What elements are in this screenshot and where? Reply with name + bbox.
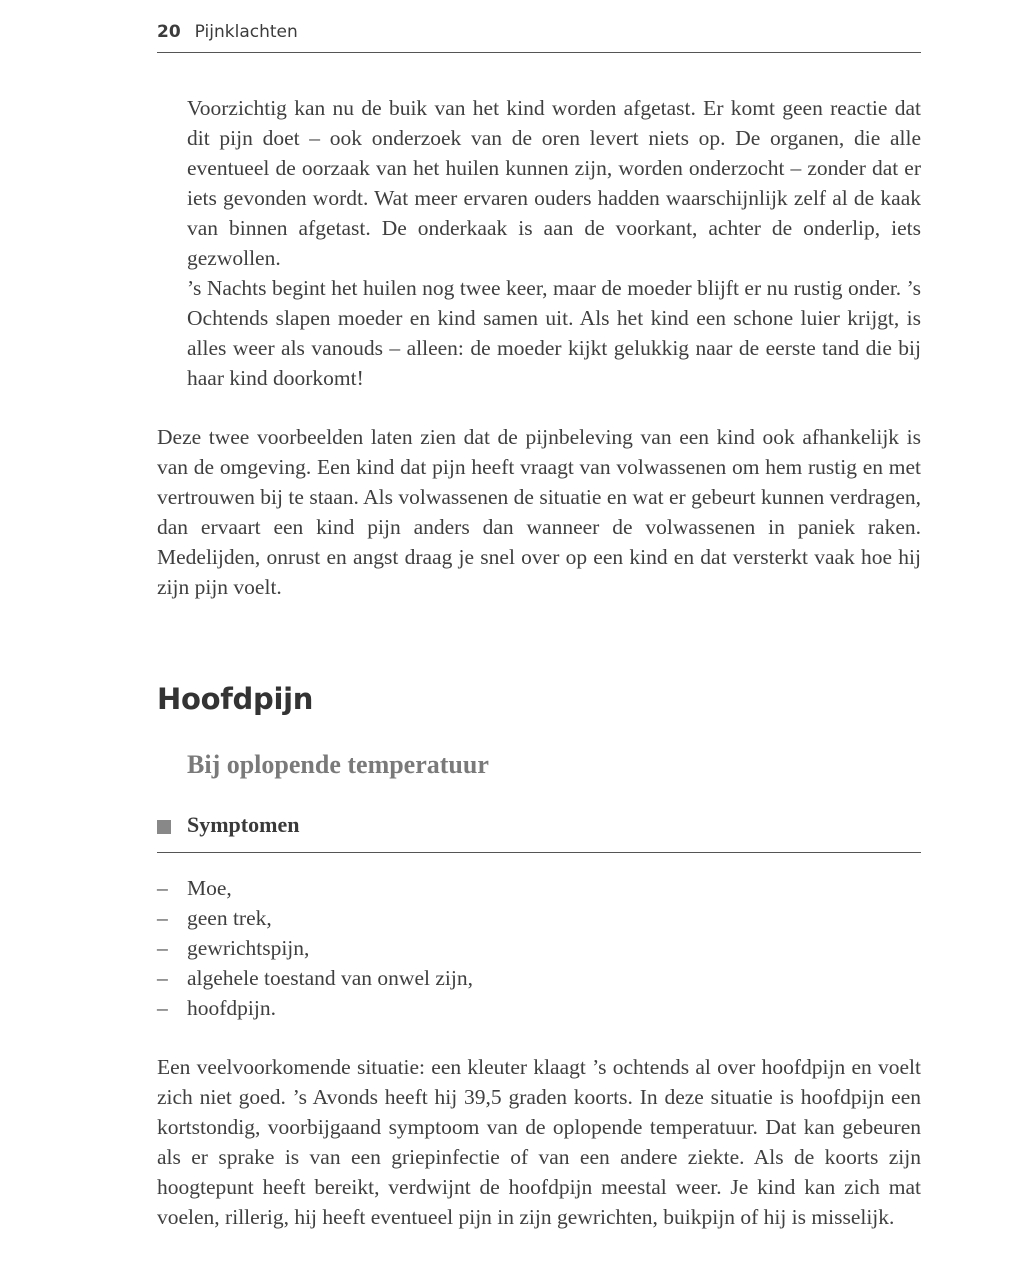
list-item-text: hoofdpijn. bbox=[187, 996, 276, 1020]
running-header bbox=[157, 22, 921, 53]
dash-marker: – bbox=[157, 966, 168, 990]
symptom-list bbox=[157, 873, 921, 1023]
list-item-text: gewrichtspijn, bbox=[187, 936, 310, 960]
body-paragraph: Een veelvoorkomende situatie: een kleuter klaagt ’s ochtends al over hoofdpijn en voelt zich niet goed. ’s Avonds heeft hij 39,5 graden koorts. In deze situatie is hoofdpijn een kortstondig, voorbijgaand symptoom van de oplopende temperatuur. Dat kan gebeuren als er sprake is van een griepinfectie of van een andere ziekte. Als de koorts zijn hoogtepunt heeft bereikt, verdwijnt de hoofdpijn meestal weer. Je kind kan zich mat voelen, rillerig, hij heeft eventueel pijn in zijn gewrichten, buikpijn of hij is misselijk. bbox=[157, 1055, 921, 1229]
square-bullet-icon bbox=[157, 820, 171, 834]
subsection-title: Symptomen bbox=[187, 812, 300, 837]
section-subheading: Bij oplopende temperatuur bbox=[187, 750, 489, 779]
story-paragraph-2: ’s Nachts begint het huilen nog twee keer, maar de moeder blijft er nu rustig onder. ’s Ochtends slapen moeder en kind samen uit. Als het kind een schone luier krijgt, is alles weer als vanouds – alleen: de moeder kijkt gelukkig naar de eerste tand die bij haar kind doorkomt! bbox=[187, 276, 921, 390]
indented-story-block bbox=[187, 93, 921, 393]
section-heading: Hoofdpijn bbox=[157, 682, 314, 716]
list-item-text: Moe, bbox=[187, 876, 232, 900]
list-item-text: geen trek, bbox=[187, 906, 272, 930]
dash-marker: – bbox=[157, 936, 168, 960]
dash-marker: – bbox=[157, 996, 168, 1020]
list-item bbox=[157, 873, 921, 903]
chapter-title: Pijnklachten bbox=[194, 22, 298, 42]
list-item bbox=[157, 993, 921, 1023]
list-item bbox=[157, 903, 921, 933]
story-paragraph-1: Voorzichtig kan nu de buik van het kind worden afgetast. Er komt geen reactie dat dit pijn doet – ook onderzoek van de oren levert niets op. De organen, die alle eventueel de oorzaak van het huilen kunnen zijn, worden onderzocht – zonder dat er iets gevonden wordt. Wat meer ervaren ouders hadden waarschijnlijk zelf al de kaak van binnen afgetast. De onderkaak is aan de voorkant, achter de onderlip, iets gezwollen. bbox=[187, 96, 921, 270]
summary-paragraph: Deze twee voorbeelden laten zien dat de pijnbeleving van een kind ook afhankelijk is van de omgeving. Een kind dat pijn heeft vraagt van volwassenen om hem rustig en met vertrouwen bij te staan. Als volwassenen de situatie en wat er gebeurt kunnen verdragen, dan ervaart een kind pijn anders dan wanneer de volwassenen in paniek raken. Medelijden, onrust en angst draag je snel over op een kind en dat versterkt vaak hoe hij zijn pijn voelt. bbox=[157, 425, 921, 599]
dash-marker: – bbox=[157, 906, 168, 930]
list-item-text: algehele toestand van onwel zijn, bbox=[187, 966, 473, 990]
list-item bbox=[157, 933, 921, 963]
list-item bbox=[157, 963, 921, 993]
dash-marker: – bbox=[157, 876, 168, 900]
page-number: 20 bbox=[157, 22, 181, 42]
subsection-header bbox=[157, 812, 921, 853]
